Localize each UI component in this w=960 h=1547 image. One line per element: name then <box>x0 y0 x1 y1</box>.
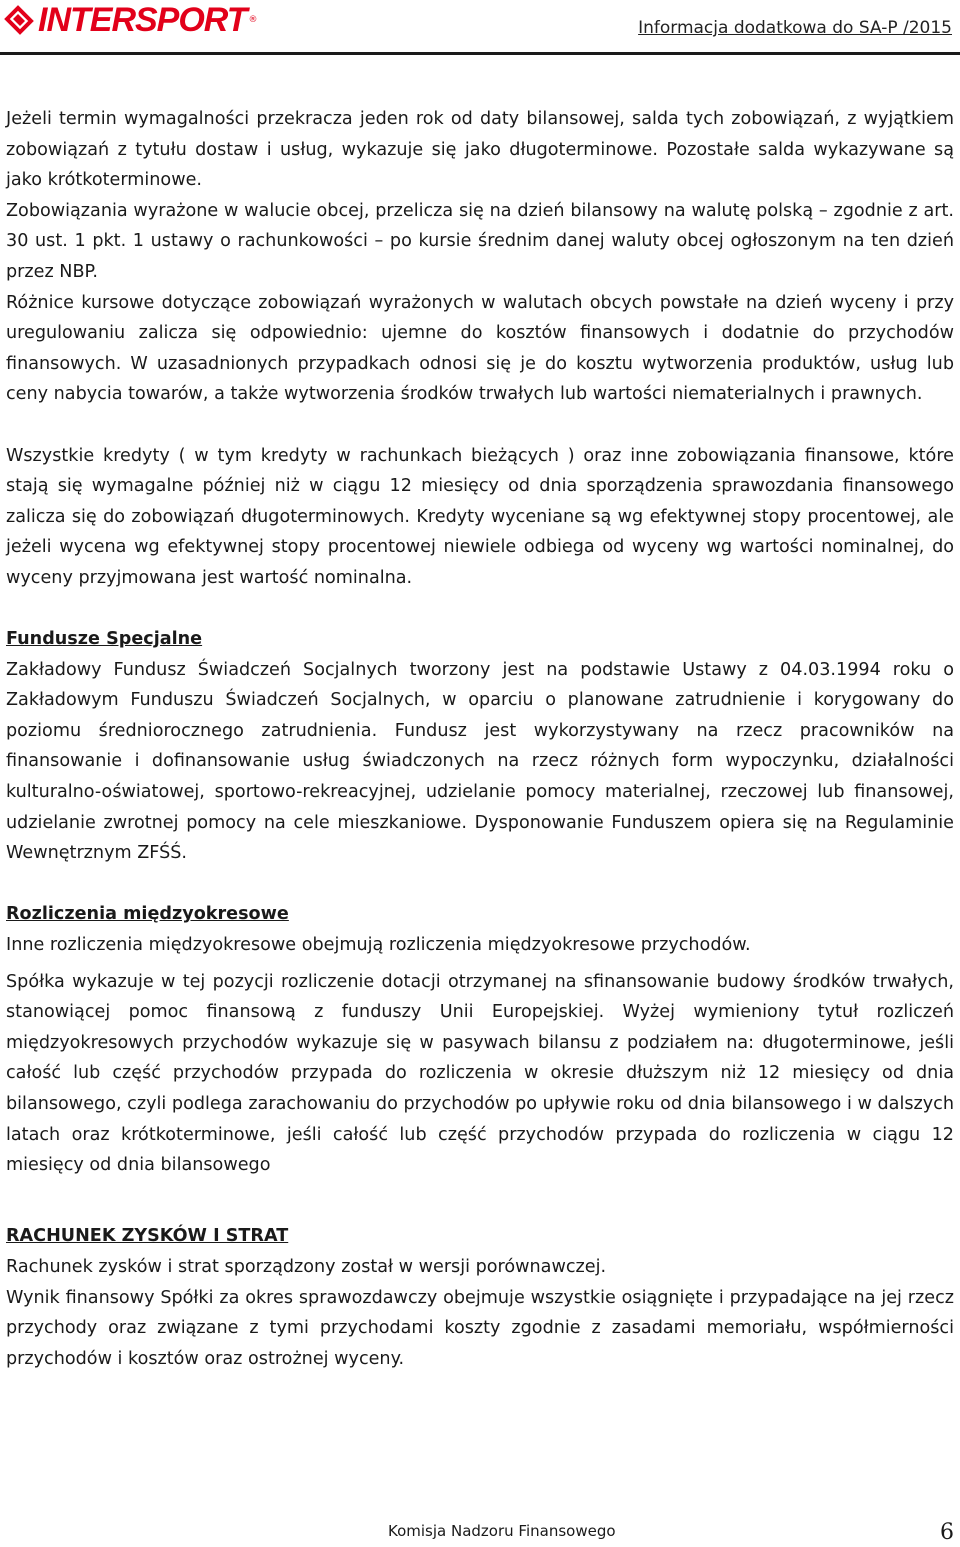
footer-organization: Komisja Nadzoru Finansowego <box>388 1522 616 1540</box>
paragraph-foreign-currency-liabilities: Zobowiązania wyrażone w walucie obcej, przelicza się na dzień bilansowy na walutę polską – zgodnie z art. 30 ust. 1 pkt. 1 ustawy o rachunkowości – po kursie średnim danej waluty obcej ogłoszonym na ten dzień przez NBP. <box>6 200 954 282</box>
paragraph-subsidy: Spółka wykazuje w tej pozycji rozliczenie dotacji otrzymanej na sfinansowanie budowy środków trwałych, stanowiącej pomoc finansową z funduszy Unii Europejskiej. Wyżej wymieniony tytuł rozliczeń międzyokresowych przychodów wykazuje się w pasywach bilansu z podziałem na: długoterminowe, jeśli całość lub część przychodów przypada do rozliczenia w okresie dłuższym niż 12 miesięcy od dnia bilansowego, czyli podlega zarachowaniu do przychodów po upływie roku od dnia bilansowego i w dalszych latach oraz krótkoterminowe, jeśli całość lub część przychodów przypada do rozliczenia w ciągu 12 miesięcy od dnia bilansowego <box>6 971 954 1176</box>
header-divider <box>0 52 960 55</box>
document-body <box>6 104 954 1374</box>
paragraph-social-fund: Zakładowy Fundusz Świadczeń Socjalnych tworzony jest na podstawie Ustawy z 04.03.1994 roku o Zakładowym Funduszu Świadczeń Socjalnych, w oparciu o planowane zatrudnienie i korygowany do poziomu średniorocznego zatrudnienia. Fundusz jest wykorzystywany na rzecz pracowników na finansowanie i dofinansowanie usług świadczonych na rzecz różnych form wypoczynku, działalności kulturalno-oświatowej, sportowo-rekreacyjnej, udzielanie pomocy materialnej, rzeczowej lub finansowej, udzielanie zwrotnej pomocy na cele mieszkaniowe. Dysponowanie Funduszem opiera się na Regulaminie Wewnętrznym ZFŚŚ. <box>6 659 954 864</box>
heading-income-statement: RACHUNEK ZYSKÓW I STRAT <box>6 1226 289 1247</box>
paragraph-exchange-differences: Różnice kursowe dotyczące zobowiązań wyrażonych w walutach obcych powstałe na dzień wyceny i przy uregulowaniu zalicza się odpowiednio: ujemne do kosztów finansowych i dodatnie do przychodów finansowych. W uzasadnionych przypadkach odnosi się je do kosztu wytworzenia produktów, usług lub ceny nabycia towarów, a także wytworzenia środków trwałych lub wartości niematerialnych i prawnych. <box>6 292 954 405</box>
page-number: 6 <box>940 1520 954 1545</box>
logo-registered-mark: ® <box>248 15 258 25</box>
page-header <box>0 0 960 50</box>
page-footer <box>0 1520 960 1547</box>
heading-accruals: Rozliczenia międzyokresowe <box>6 904 289 925</box>
paragraph-credits: Wszystkie kredyty ( w tym kredyty w rachunkach bieżących ) oraz inne zobowiązania finansowe, które stają się wymagalne później niż w ciągu 12 miesięcy od dnia sporządzenia sprawozdania finansowego zalicza się do zobowiązań długoterminowych. Kredyty wyceniane są wg efektywnej stopy procentowej, ale jeżeli wycena wg efektywnej stopy procentowej niewiele odbiega od wyceny wg wartości nominalnej, do wyceny przyjmowana jest wartość nominalna. <box>6 445 954 588</box>
paragraph-other-accruals: Inne rozliczenia międzyokresowe obejmują rozliczenia międzyokresowe przychodów. <box>6 935 751 956</box>
intersport-logo-mark-icon <box>4 5 34 35</box>
paragraph-long-term-liabilities: Jeżeli termin wymagalności przekracza jeden rok od daty bilansowej, salda tych zobowiązań, z wyjątkiem zobowiązań z tytułu dostaw i usług, wykazuje się jako długoterminowe. Pozostałe salda wykazywane są jako krótkoterminowe. <box>6 109 954 191</box>
paragraph-comparative-version: Rachunek zysków i strat sporządzony został w wersji porównawczej. <box>6 1256 607 1277</box>
logo-wordmark: INTERSPORT <box>38 1 247 39</box>
intersport-logo <box>4 2 258 38</box>
document-title: Informacja dodatkowa do SA-P /2015 <box>638 18 952 38</box>
heading-special-funds: Fundusze Specjalne <box>6 629 203 650</box>
paragraph-financial-result: Wynik finansowy Spółki za okres sprawozdawczy obejmuje wszystkie osiągnięte i przypadające na jej rzecz przychody oraz związane z tymi przychodami koszty zgodnie z zasadami memoriału, współmierności przychodów i kosztów oraz ostrożnej wyceny. <box>6 1287 954 1369</box>
